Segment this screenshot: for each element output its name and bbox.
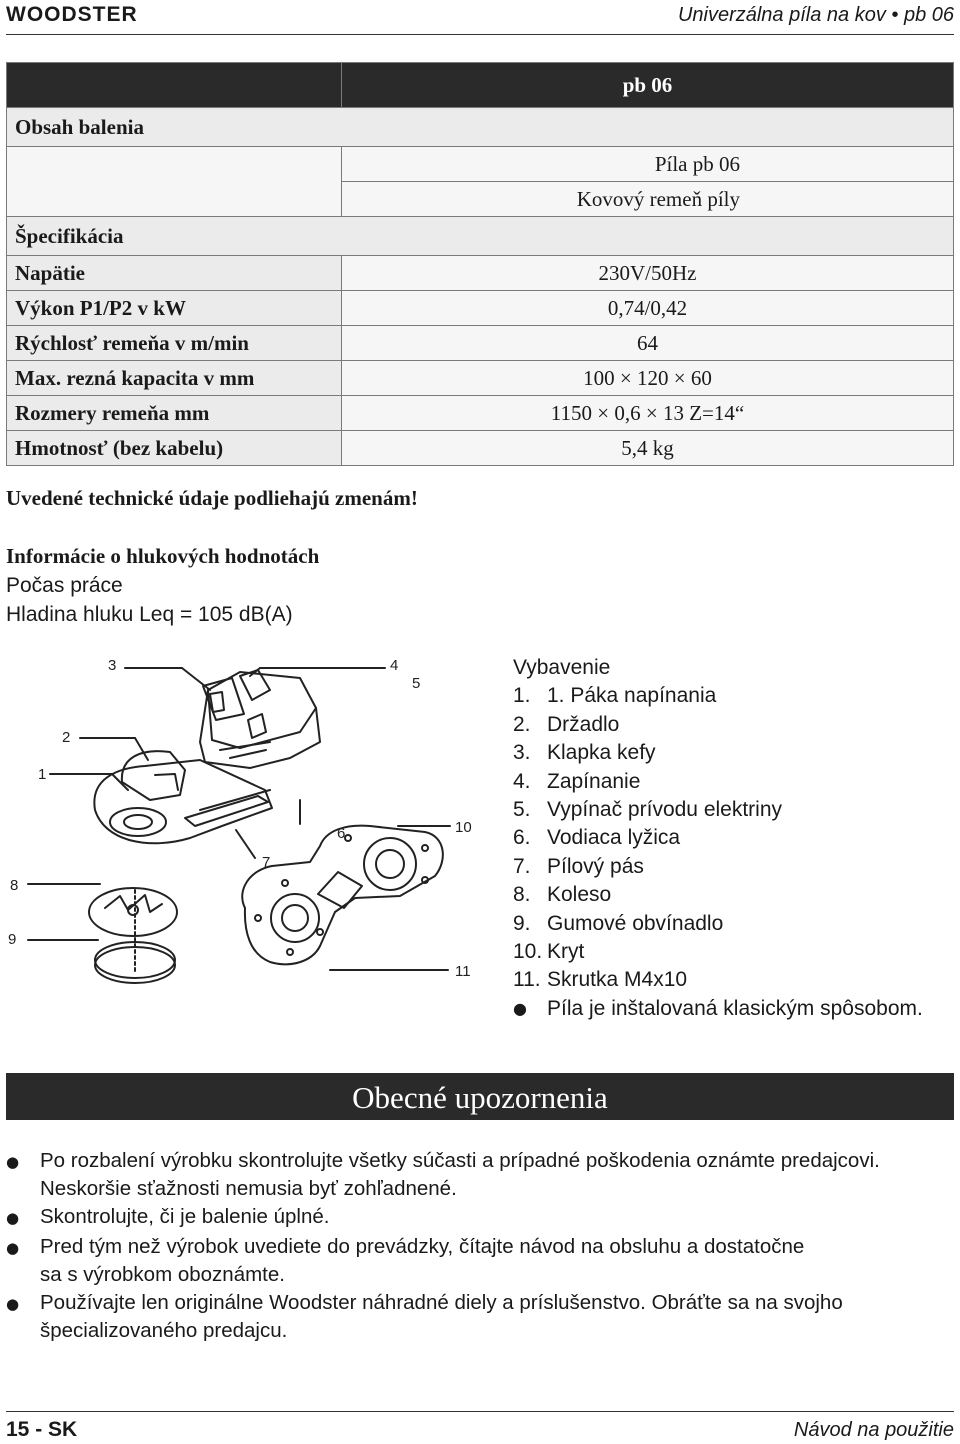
spec-table bbox=[6, 62, 954, 466]
list-item: ● Skontrolujte, či je balenie úplné. bbox=[6, 1203, 954, 1232]
equipment-list bbox=[513, 654, 923, 1023]
bullet-icon: ● bbox=[513, 998, 527, 1018]
list-item: 1. 1. Páka napínania bbox=[513, 684, 717, 708]
spec-label: Rýchlosť remeňa v m/min bbox=[7, 326, 342, 361]
diagram-label: 7 bbox=[262, 854, 271, 871]
section-banner: Obecné upozornenia bbox=[6, 1073, 954, 1120]
package-item: Kovový remeň píly bbox=[342, 182, 954, 217]
spec-label: Rozmery remeňa mm bbox=[7, 396, 342, 431]
spec-label: Výkon P1/P2 v kW bbox=[7, 291, 342, 326]
list-item: 3. Klapka kefy bbox=[513, 741, 656, 765]
header-rule bbox=[6, 34, 954, 35]
diagram-label: 4 bbox=[390, 657, 399, 674]
list-item: 4. Zapínanie bbox=[513, 769, 641, 793]
page-number: 15 - SK bbox=[6, 1418, 78, 1441]
diagram-label: 2 bbox=[62, 729, 71, 746]
package-heading: Obsah balenia bbox=[7, 108, 954, 147]
diagram-label: 6 bbox=[337, 825, 346, 842]
manual-title: Návod na použitie bbox=[793, 1419, 954, 1441]
document-title: Univerzálna píla na kov • pb 06 bbox=[677, 4, 954, 26]
diagram-label: 10 bbox=[455, 819, 472, 836]
diagram-label: 9 bbox=[8, 931, 17, 948]
model-header: pb 06 bbox=[342, 63, 954, 108]
spec-change-note: Uvedené technické údaje podliehajú zmenám! bbox=[6, 486, 418, 510]
bullet-icon: ● bbox=[6, 1238, 20, 1257]
list-item: 8. Koleso bbox=[513, 883, 612, 907]
diagram-label: 5 bbox=[412, 675, 421, 692]
equipment-title: Vybavenie bbox=[513, 656, 611, 679]
noise-line: Počas práce bbox=[6, 574, 123, 597]
table-header-blank bbox=[7, 63, 342, 108]
diagram-label: 1 bbox=[38, 766, 47, 783]
bullet-icon: ● bbox=[6, 1295, 20, 1314]
list-item: 10. Kryt bbox=[513, 940, 585, 964]
list-item: 5. Vypínač prívodu elektriny bbox=[513, 798, 783, 822]
diagram-label: 8 bbox=[10, 877, 19, 894]
bullet-icon: ● bbox=[6, 1209, 20, 1228]
noise-info bbox=[6, 542, 319, 629]
page-header bbox=[0, 0, 960, 34]
diagram-label: 3 bbox=[108, 657, 117, 674]
brand-name: WOODSTER bbox=[6, 3, 138, 26]
package-blank bbox=[7, 147, 342, 217]
spec-value: 0,74/0,42 bbox=[342, 291, 954, 326]
spec-value: 100 × 120 × 60 bbox=[342, 361, 954, 396]
bullet-icon: ● bbox=[6, 1153, 20, 1171]
diagram-label: 11 bbox=[455, 963, 471, 980]
spec-value: 5,4 kg bbox=[342, 431, 954, 466]
parts-diagram bbox=[0, 650, 500, 990]
spec-label: Napätie bbox=[7, 256, 342, 291]
list-item: 11. Skrutka M4x10 bbox=[513, 968, 688, 992]
warning-list bbox=[6, 1147, 954, 1345]
list-item: ● Píla je inštalovaná klasickým spôsobom. bbox=[513, 995, 923, 1023]
spec-value: 230V/50Hz bbox=[342, 256, 954, 291]
noise-line: Hladina hluku Leq = 105 dB(A) bbox=[6, 603, 293, 626]
list-item: 6. Vodiaca lyžica bbox=[513, 826, 681, 850]
spec-label: Max. rezná kapacita v mm bbox=[7, 361, 342, 396]
spec-value: 64 bbox=[342, 326, 954, 361]
package-item: Píla pb 06 bbox=[342, 147, 954, 182]
noise-title: Informácie o hlukových hodnotách bbox=[6, 544, 320, 568]
spec-heading: Špecifikácia bbox=[7, 217, 954, 256]
footer-rule bbox=[6, 1411, 954, 1412]
list-item: 2. Držadlo bbox=[513, 712, 620, 736]
list-item: ● Pred tým než výrobok uvediete do prevádzky, čítajte návod na obsluhu a dostatočne sa s výrobkom oboznámte. bbox=[6, 1233, 954, 1289]
list-item: ● Používajte len originálne Woodster náhradné diely a príslušenstvo. Obráťte sa na svojho špecializovaného predajcu. bbox=[6, 1289, 954, 1345]
list-item: 7. Pílový pás bbox=[513, 854, 644, 878]
spec-value: 1150 × 0,6 × 13 Z=14“ bbox=[342, 396, 954, 431]
spec-label: Hmotnosť (bez kabelu) bbox=[7, 431, 342, 466]
list-item: 9. Gumové obvínadlo bbox=[513, 911, 724, 935]
list-item: ● Po rozbalení výrobku skontrolujte všetky súčasti a prípadné poškodenia oznámte predajcovi. Neskoršie sťažnosti nemusia byť zohľadnené. bbox=[6, 1147, 954, 1203]
